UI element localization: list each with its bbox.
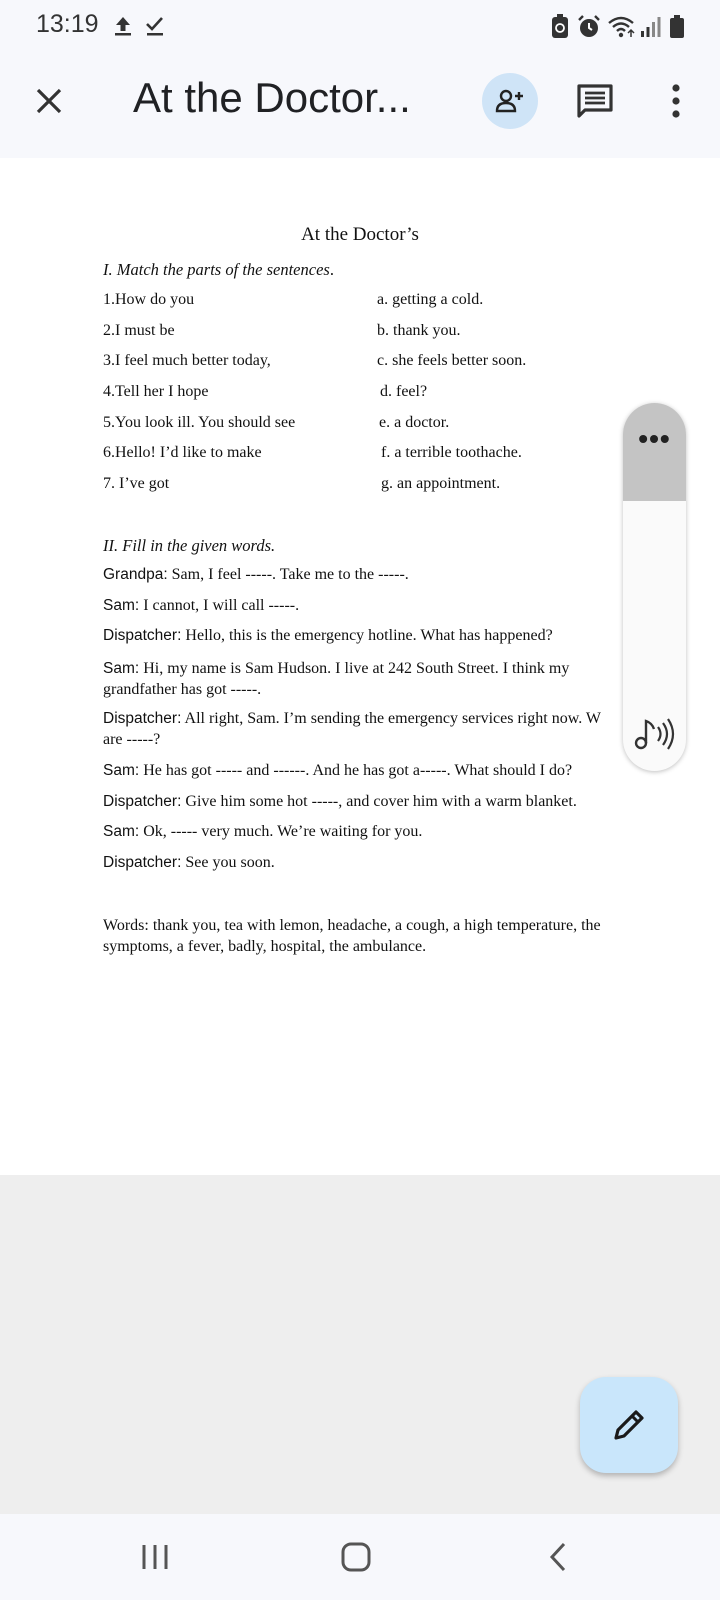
wifi-icon [607,14,637,40]
reader-panel[interactable] [623,403,686,771]
more-horiz-icon: ••• [638,423,671,454]
comments-button[interactable] [572,78,618,124]
home-button[interactable] [326,1534,386,1580]
dialogue-line-cont: are -----? [103,731,161,748]
speaker-label: Dispatcher: [103,710,182,727]
dialogue-text: Ok, ----- very much. We’re waiting for you. [139,823,423,840]
add-person-icon [495,87,525,115]
match-right-f: f. a terrible toothache. [381,444,522,461]
home-icon [340,1541,372,1573]
word-bank: Words: thank you, tea with lemon, headache, a cough, a high temperature, the symptoms, a fever, badly, hospital, the ambulance. [103,917,601,955]
match-left-4: 4.Tell her I hope [103,383,209,400]
dialogue-text: I cannot, I will call -----. [139,597,300,614]
dialogue-text: See you soon. [181,854,275,871]
match-left-2: 2.I must be [103,322,175,339]
dialogue-line [103,823,422,841]
speaker-label: Grandpa: [103,566,168,583]
match-left-1: 1.How do you [103,291,195,308]
match-right-g: g. an appointment. [381,475,501,492]
dialogue-line [103,710,623,728]
read-aloud-icon[interactable] [633,713,677,753]
section1-heading-main: I. Match the parts of the sentences [103,260,330,279]
check-icon [144,14,166,38]
back-button[interactable] [528,1534,588,1580]
upload-icon [112,14,134,38]
dialogue-text: Give him some hot -----, and cover him with a warm blanket. [181,793,577,810]
speaker-label: Dispatcher: [103,854,182,871]
battery-icon [668,14,686,40]
section1-heading-end: . [329,260,334,279]
match-left-7: 7. I’ve got [103,475,170,492]
dialogue-line [103,793,577,811]
more-options-button[interactable] [656,78,696,124]
close-icon [35,87,63,115]
app-bar [0,56,720,158]
edit-pencil-icon [609,1405,649,1445]
dialogue-line [103,627,553,645]
dialogue-text: Hello, this is the emergency hotline. What has happened? [181,627,553,644]
document-title: At the Doctor... [133,74,411,121]
status-time: 13:19 [36,10,99,38]
match-right-b: b. thank you. [377,322,461,339]
more-vert-icon [671,84,681,118]
speaker-label: Dispatcher: [103,627,182,644]
speaker-label: Sam: [103,597,140,614]
dialogue-text: Sam, I feel -----. Take me to the -----. [167,566,409,583]
alarm-icon [577,14,601,40]
match-right-a: a. getting a cold. [377,291,484,308]
speaker-label: Sam: [103,762,140,779]
document-page [0,158,720,1175]
match-left-6: 6.Hello! I’d like to make [103,444,262,461]
dialogue-line [103,854,275,872]
match-right-c: c. she feels better soon. [377,352,527,369]
recent-apps-icon [140,1542,170,1572]
dialogue-text: Hi, my name is Sam Hudson. I live at 242 South Street. I think my grandfather has got -----. [103,660,570,698]
dialogue-line [103,658,633,700]
dialogue-text: He has got ----- and ------. And he has got a-----. What should I do? [139,762,573,779]
edit-fab[interactable] [580,1377,678,1473]
dialogue-line [103,762,572,780]
reader-menu-button[interactable] [623,403,686,501]
share-button[interactable] [482,73,538,129]
speaker-label: Dispatcher: [103,793,182,810]
comment-icon [576,83,614,119]
recent-apps-button[interactable] [125,1534,185,1580]
battery-saver-icon [550,14,570,40]
document-heading: At the Doctor’s [301,224,419,245]
signal-icon [640,14,662,40]
speaker-label: Sam: [103,823,140,840]
speaker-label: Sam: [103,660,140,677]
match-right-d: d. feel? [380,383,428,400]
status-bar [0,0,720,56]
dialogue-line [103,597,299,615]
dialogue-line [103,566,409,584]
section2-heading: II. Fill in the given words. [103,536,276,555]
back-icon [547,1541,569,1573]
dialogue-text: All right, Sam. I’m sending the emergency services right now. W [181,710,602,727]
section1-heading [103,260,334,280]
match-right-e: e. a doctor. [379,414,450,431]
match-left-5: 5.You look ill. You should see [103,414,296,431]
navigation-bar [0,1514,720,1600]
match-left-3: 3.I feel much better today, [103,352,271,369]
close-button[interactable] [26,78,72,124]
